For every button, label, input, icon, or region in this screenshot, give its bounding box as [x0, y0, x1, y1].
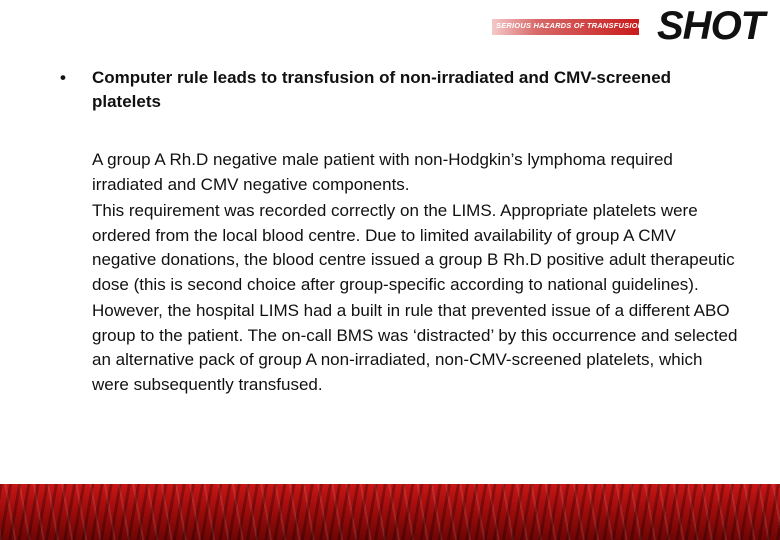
header-tagline: SERIOUS HAZARDS OF TRANSFUSION: [496, 21, 644, 30]
case-description: [92, 148, 742, 399]
bullet-heading: Computer rule leads to transfusion of non-irradiated and CMV-screened platelets: [92, 68, 672, 111]
footer-decorative-strip: [0, 484, 780, 540]
paragraph-patient: A group A Rh.D negative male patient with non-Hodgkin’s lymphoma required irradiated and CMV negative components.: [92, 150, 673, 194]
shot-logo: SHOT: [657, 4, 765, 48]
paragraph-incident: However, the hospital LIMS had a built in rule that prevented issue of a different ABO group to the patient. The on-call BMS was ‘distracted’ by this occurrence and selected an alternative pack of group A non-irradiated, non-CMV-screened platelets, which were subsequently transfused.: [92, 301, 738, 394]
paragraph-requirement: This requirement was recorded correctly on the LIMS. Appropriate platelets were ordered from the local blood centre. Due to limited availability of group A CMV negative donations, the blood centre issued a group B Rh.D positive adult therapeutic dose (this is second choice after group-specific according to national guidelines).: [92, 201, 735, 294]
bullet-icon: •: [60, 68, 66, 87]
